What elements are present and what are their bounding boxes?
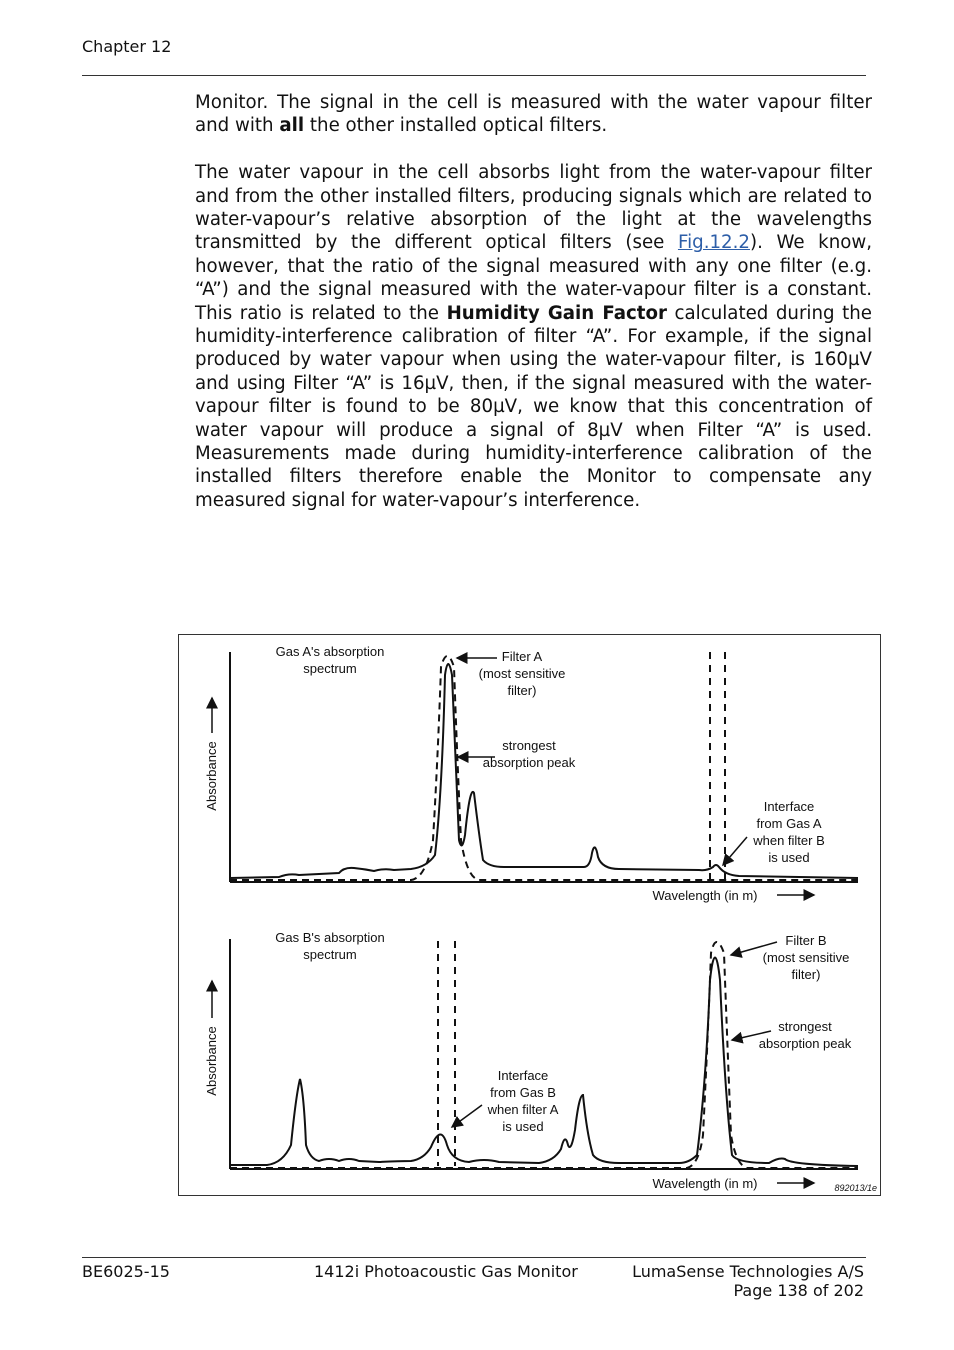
- p2-bold: Humidity Gain Factor: [446, 302, 667, 324]
- footer-doc-id: BE6025-15: [82, 1262, 170, 1281]
- bottom-title-line2: spectrum: [303, 947, 357, 962]
- top-title-line1: Gas A's absorption: [275, 644, 385, 659]
- top-peak-label-line2: absorption peak: [482, 755, 576, 770]
- chapter-header: Chapter 12: [82, 37, 172, 56]
- footer-rule: [82, 1257, 866, 1258]
- bottom-interf-line3: when filter A: [487, 1102, 559, 1117]
- paragraph-1: [195, 91, 872, 138]
- top-interf-line1: Interface: [763, 799, 815, 814]
- bottom-interf-arrow: [452, 1105, 482, 1127]
- bottom-interf-line1: Interface: [497, 1068, 549, 1083]
- top-filter-label-line2: (most sensitive: [478, 666, 566, 681]
- header-rule: [82, 75, 866, 76]
- top-interf-line4: is used: [768, 850, 810, 865]
- bottom-filter-label-line2: (most sensitive: [762, 950, 850, 965]
- bottom-peak-label-line1: strongest: [778, 1019, 832, 1034]
- figure-code: 892013/1e: [834, 1183, 877, 1193]
- top-spectrum-panel: [204, 644, 858, 903]
- absorption-diagram: [179, 635, 882, 1197]
- top-filter-label-line1: Filter A: [501, 649, 543, 664]
- bottom-interf-line2: from Gas B: [490, 1085, 556, 1100]
- absorption-figure: [178, 634, 881, 1196]
- p2-text-2: ). We know, however, that the ratio of the signal measured with any one filter (e.g. “A”) and the signal measured with the water-vapour filter is a constant. This ratio is related to the: [195, 232, 873, 324]
- top-interf-line2: from Gas A: [756, 816, 822, 831]
- p2-text-3: calculated during the humidity-interference calibration of filter “A”. For example, if the signal produced by water vapour when using the water-vapour filter, is 160µV and using Filter “A” is 16µV, then, if the signal measured with the water-vapour filter is found to be 80µV, we know that this concentration of water vapour will produce a signal of 8µV when Filter “A” is used. Measurements made during humidity-interference calibration of the installed filters therefore enable the Monitor to compensate any measured signal for water-vapour’s interference.: [195, 302, 872, 511]
- bottom-title-line1: Gas B's absorption: [275, 930, 385, 945]
- footer-page-number: Page 138 of 202: [733, 1281, 864, 1300]
- bottom-spectrum-panel: [204, 930, 877, 1193]
- gas-b-spectrum: [230, 958, 858, 1167]
- top-peak-label-line1: strongest: [502, 738, 556, 753]
- filter-b-band: [230, 942, 858, 1168]
- p1-text: Monitor. The signal in the cell is measured with the water vapour filter and with: [195, 92, 872, 137]
- bottom-filter-label-line1: Filter B: [785, 933, 827, 948]
- bottom-x-label: Wavelength (in m): [652, 1176, 758, 1191]
- top-interf-line3: when filter B: [753, 833, 825, 848]
- body-text: [195, 91, 872, 512]
- top-x-label: Wavelength (in m): [652, 888, 758, 903]
- footer-product: 1412i Photoacoustic Gas Monitor: [314, 1262, 578, 1281]
- top-interf-arrow: [723, 837, 747, 865]
- p1-bold: all: [279, 115, 305, 137]
- p1-text-end: the other installed optical filters.: [304, 115, 608, 137]
- figure-link[interactable]: Fig.12.2: [677, 232, 750, 254]
- bottom-interf-line4: is used: [502, 1119, 544, 1134]
- bottom-filter-label-line3: filter): [791, 967, 821, 982]
- footer-company: LumaSense Technologies A/S: [632, 1262, 864, 1281]
- top-title-line2: spectrum: [303, 661, 357, 676]
- paragraph-2: [195, 161, 872, 512]
- bottom-y-label: Absorbance: [204, 1026, 219, 1096]
- bottom-peak-label-line2: absorption peak: [758, 1036, 852, 1051]
- top-filter-label-line3: filter): [507, 683, 537, 698]
- top-y-label: Absorbance: [204, 741, 219, 811]
- p2-text: The water vapour in the cell absorbs light from the water-vapour filter and from the other installed filters, producing signals which are related to water-vapour’s relative absorption of the light at the wavelengths transmitted by the different optical filters (see: [195, 162, 872, 254]
